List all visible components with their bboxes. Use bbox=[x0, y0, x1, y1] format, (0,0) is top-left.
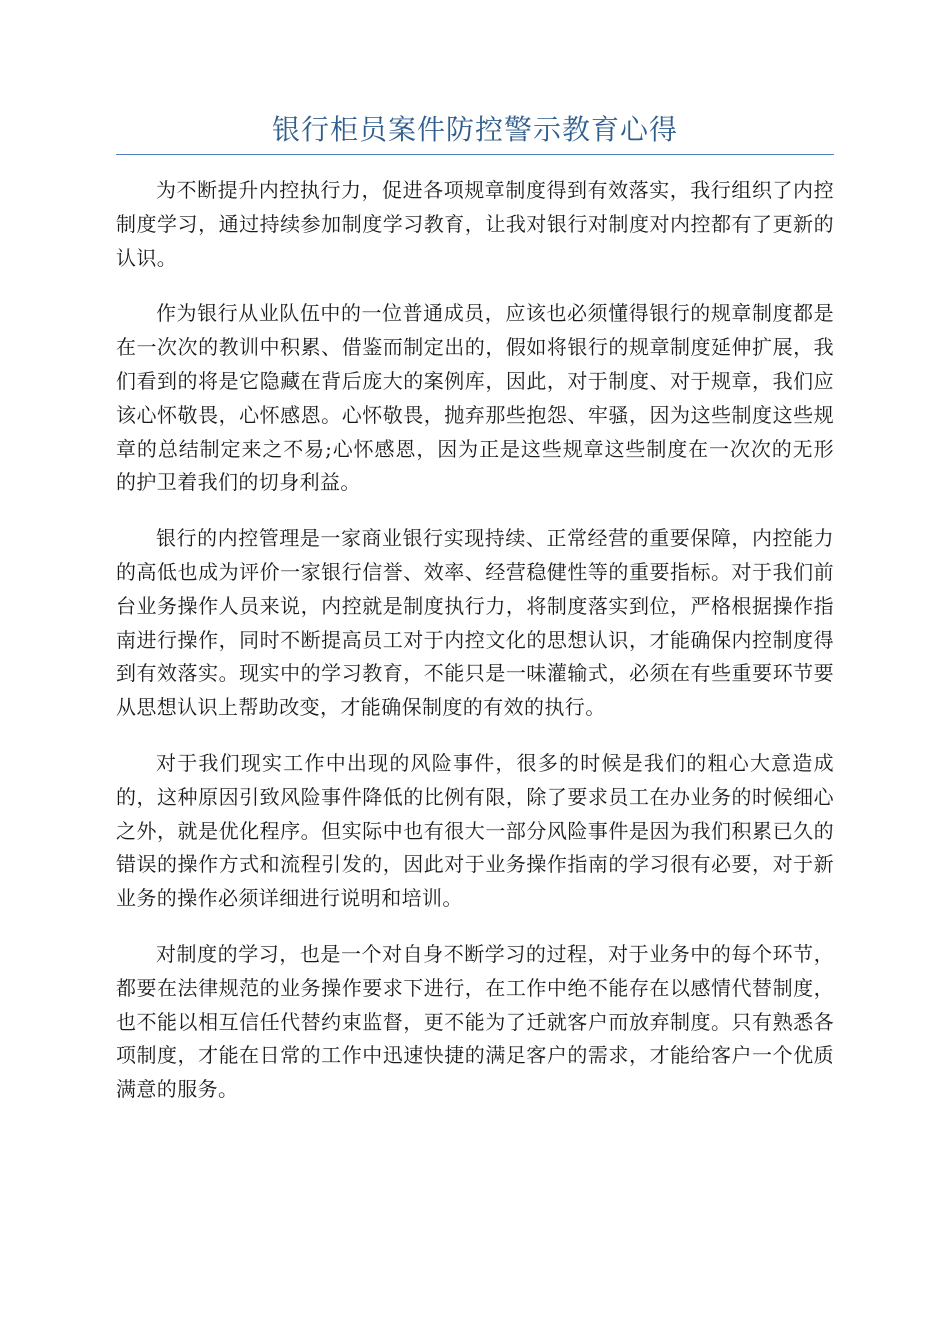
paragraph-2: 作为银行从业队伍中的一位普通成员，应该也必须懂得银行的规章制度都是在一次次的教训中积累、借鉴而制定出的，假如将银行的规章制度延伸扩展，我们看到的将是它隐藏在背后庞大的案例库，因此，对于制度、对于规章，我们应该心怀敬畏，心怀感恩。心怀敬畏，抛弃那些抱怨、牢骚，因为这些制度这些规章的总结制定来之不易;心怀感恩，因为正是这些规章这些制度在一次次的无形的护卫着我们的切身利益。 bbox=[116, 301, 834, 495]
document-body bbox=[116, 174, 834, 1129]
document-title: 银行柜员案件防控警示教育心得 bbox=[271, 113, 678, 146]
paragraph-4: 对于我们现实工作中出现的风险事件，很多的时候是我们的粗心大意造成的，这种原因引致风险事件降低的比例有限，除了要求员工在办业务的时候细心之外，就是优化程序。但实际中也有很大一部分风险事件是因为我们积累已久的错误的操作方式和流程引发的，因此对于业务操作指南的学习很有必要，对于新业务的操作必须详细进行说明和培训。 bbox=[116, 750, 834, 911]
paragraph-1: 为不断提升内控执行力，促进各项规章制度得到有效落实，我行组织了内控制度学习，通过持续参加制度学习教育，让我对银行对制度对内控都有了更新的认识。 bbox=[116, 178, 834, 270]
paragraph-3: 银行的内控管理是一家商业银行实现持续、正常经营的重要保障，内控能力的高低也成为评价一家银行信誉、效率、经营稳健性等的重要指标。对于我们前台业务操作人员来说，内控就是制度执行力，将制度落实到位，严格根据操作指南进行操作，同时不断提高员工对于内控文化的思想认识，才能确保内控制度得到有效落实。现实中的学习教育，不能只是一味灌输式，必须在有些重要环节要从思想认识上帮助改变，才能确保制度的有效的执行。 bbox=[116, 526, 834, 720]
paragraph-5: 对制度的学习，也是一个对自身不断学习的过程，对于业务中的每个环节，都要在法律规范的业务操作要求下进行，在工作中绝不能存在以感情代替制度，也不能以相互信任代替约束监督，更不能为了迁就客户而放弃制度。只有熟悉各项制度，才能在日常的工作中迅速快捷的满足客户的需求，才能给客户一个优质满意的服务。 bbox=[116, 941, 834, 1102]
title-underline bbox=[116, 154, 834, 155]
